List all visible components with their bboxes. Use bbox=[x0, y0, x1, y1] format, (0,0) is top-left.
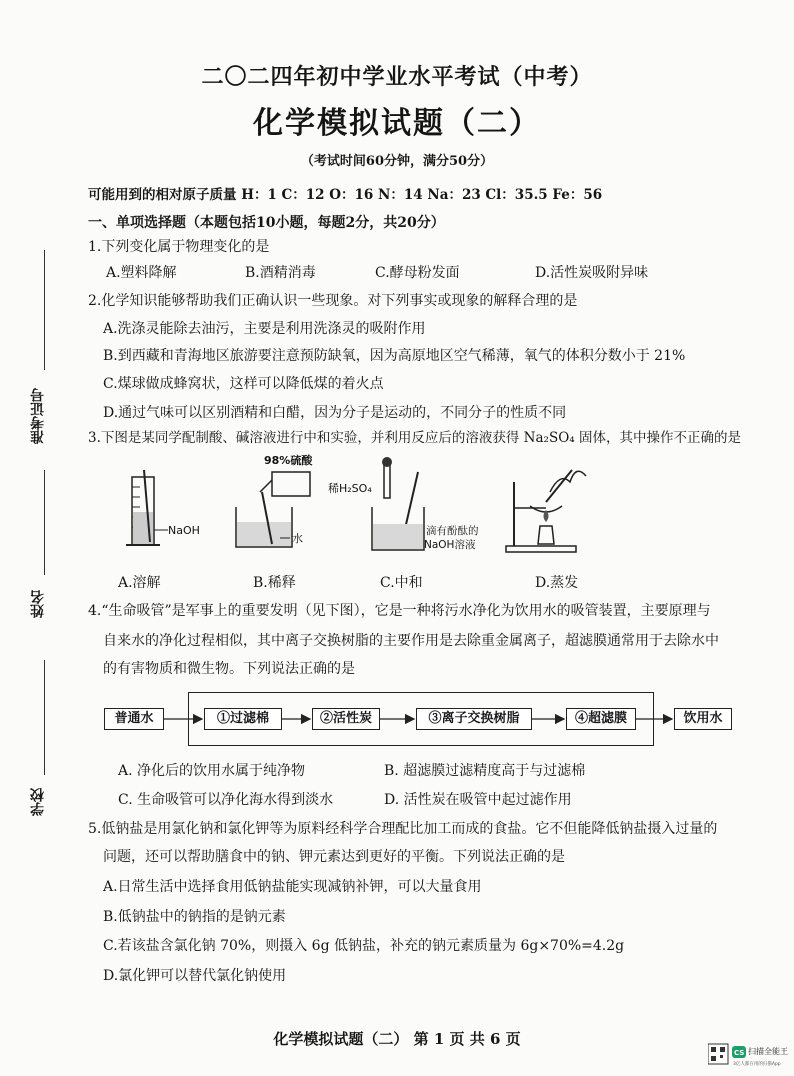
svg-text:CS: CS bbox=[734, 1049, 745, 1057]
flow-step-2: ②活性炭 bbox=[312, 708, 380, 730]
water-label: 水 bbox=[292, 532, 303, 545]
q4-option-a: A. 净化后的饮用水属于纯净物 bbox=[118, 763, 306, 779]
acid-bottle bbox=[272, 472, 310, 496]
q5-option-c: C.若该盐含氯化钠 70%，则摄入 6g 低钠盐，补充的钠元素质量为 6g×70%=4.2g bbox=[103, 938, 625, 954]
q3-figure-c-neutralize bbox=[328, 452, 478, 562]
q4-option-b: B. 超滤膜过滤精度高于与过滤棉 bbox=[384, 763, 586, 779]
q3-figure-a-dissolve bbox=[110, 452, 230, 562]
acid98-label: 98%硫酸 bbox=[264, 454, 313, 467]
watermark-sub: 3亿人都在用的扫描App bbox=[733, 1062, 781, 1067]
flow-arrows bbox=[0, 700, 794, 740]
q2-option-a: A.洗涤灵能除去油污，主要是利用洗涤灵的吸附作用 bbox=[103, 321, 426, 337]
q1-option-d: D.活性炭吸附异味 bbox=[535, 265, 649, 281]
indicator-label-1: 滴有酚酞的 bbox=[426, 525, 478, 537]
q3-option-c: C.中和 bbox=[380, 575, 423, 591]
q4-stem-line-2: 自来水的净化过程相似，其中离子交换树脂的主要作用是去除重金属离子，超滤膜通常用于去除水中 bbox=[103, 633, 719, 649]
q5-stem-line-2: 问题，还可以帮助膳食中的钠、钾元素达到更好的平衡。下列说法正确的是 bbox=[103, 849, 565, 865]
sidebar-school-label: 学校 bbox=[30, 788, 46, 816]
dilute-acid-label: 稀H₂SO₄ bbox=[328, 482, 372, 495]
q4-option-d: D. 活性炭在吸管中起过滤作用 bbox=[384, 792, 572, 808]
q4-option-c: C. 生命吸管可以净化海水得到淡水 bbox=[118, 792, 334, 808]
q2-stem: 2.化学知识能够帮助我们正确认识一些现象。对下列事实或现象的解释合理的是 bbox=[88, 293, 578, 309]
sidebar-rule-admission bbox=[44, 250, 45, 370]
flow-step-4: ④超滤膜 bbox=[566, 708, 636, 730]
flow-output: 饮用水 bbox=[674, 708, 732, 730]
exam-info: （考试时间60分钟，满分50分） bbox=[300, 154, 494, 169]
q1-option-a: A.塑料降解 bbox=[106, 265, 177, 281]
sidebar-admission-label: 准考证号 bbox=[30, 388, 46, 444]
q1-option-c: C.酵母粉发面 bbox=[375, 265, 460, 281]
sidebar-rule-name bbox=[44, 470, 45, 575]
paper-title: 化学模拟试题（二） bbox=[253, 106, 541, 141]
flow-input: 普通水 bbox=[104, 708, 164, 730]
atomic-masses: 可能用到的相对原子质量 H：1 C：12 O：16 N：14 Na：23 Cl：35.5 Fe：56 bbox=[88, 187, 603, 203]
q5-option-d: D.氯化钾可以替代氯化钠使用 bbox=[103, 968, 287, 984]
dropper bbox=[384, 464, 390, 498]
watermark-name: 扫描全能王 bbox=[748, 1047, 788, 1056]
sidebar-name-label: 姓名 bbox=[30, 590, 46, 618]
q2-option-c: C.煤球做成蜂窝状，这样可以降低煤的着火点 bbox=[103, 376, 384, 392]
q5-option-b: B.低钠盐中的钠指的是钠元素 bbox=[103, 909, 286, 925]
flow-step-1: ①过滤棉 bbox=[204, 708, 282, 730]
q4-stem-line-1: 4.“生命吸管”是军事上的重要发明（见下图），它是一种将污水净化为饮用水的吸管装置，主要原理与 bbox=[88, 603, 711, 619]
q4-stem-line-3: 的有害物质和微生物。下列说法正确的是 bbox=[103, 661, 355, 677]
exam-title: 二〇二四年初中学业水平考试（中考） bbox=[201, 64, 593, 90]
q5-stem-line-1: 5.低钠盐是用氯化钠和氯化钾等为原料经科学合理配比加工而成的食盐。它不但能降低钠盐摄入过量的 bbox=[88, 821, 718, 837]
page-footer: 化学模拟试题（二） 第 1 页 共 6 页 bbox=[273, 1030, 521, 1048]
scanner-watermark bbox=[708, 1042, 788, 1068]
q3-option-b: B.稀释 bbox=[253, 575, 296, 591]
q5-option-a: A.日常生活中选择食用低钠盐能实现减钠补钾，可以大量食用 bbox=[103, 879, 482, 895]
q3-option-a: A.溶解 bbox=[118, 575, 161, 591]
section-heading: 一、单项选择题（本题包括10小题，每题2分，共20分） bbox=[88, 215, 445, 231]
q1-option-b: B.酒精消毒 bbox=[245, 265, 316, 281]
naoh-label: NaOH bbox=[168, 524, 200, 537]
indicator-label-2: NaOH溶液 bbox=[424, 539, 476, 551]
alcohol-lamp bbox=[538, 526, 554, 544]
q3-option-d: D.蒸发 bbox=[535, 575, 579, 591]
q3-figure-d-evaporate bbox=[500, 452, 600, 562]
q2-option-d: D.通过气味可以区别酒精和白醋，因为分子是运动的，不同分子的性质不同 bbox=[103, 405, 567, 421]
flow-step-3: ③离子交换树脂 bbox=[416, 708, 532, 730]
q2-option-b: B.到西藏和青海地区旅游要注意预防缺氧，因为高原地区空气稀薄，氧气的体积分数小于 21% bbox=[103, 348, 686, 364]
q3-stem: 3.下图是某同学配制酸、碱溶液进行中和实验，并利用反应后的溶液获得 Na₂SO₄ 固体，其中操作不正确的是 bbox=[88, 430, 741, 446]
q1-stem: 1.下列变化属于物理变化的是 bbox=[88, 239, 270, 255]
stand-base bbox=[506, 546, 576, 552]
